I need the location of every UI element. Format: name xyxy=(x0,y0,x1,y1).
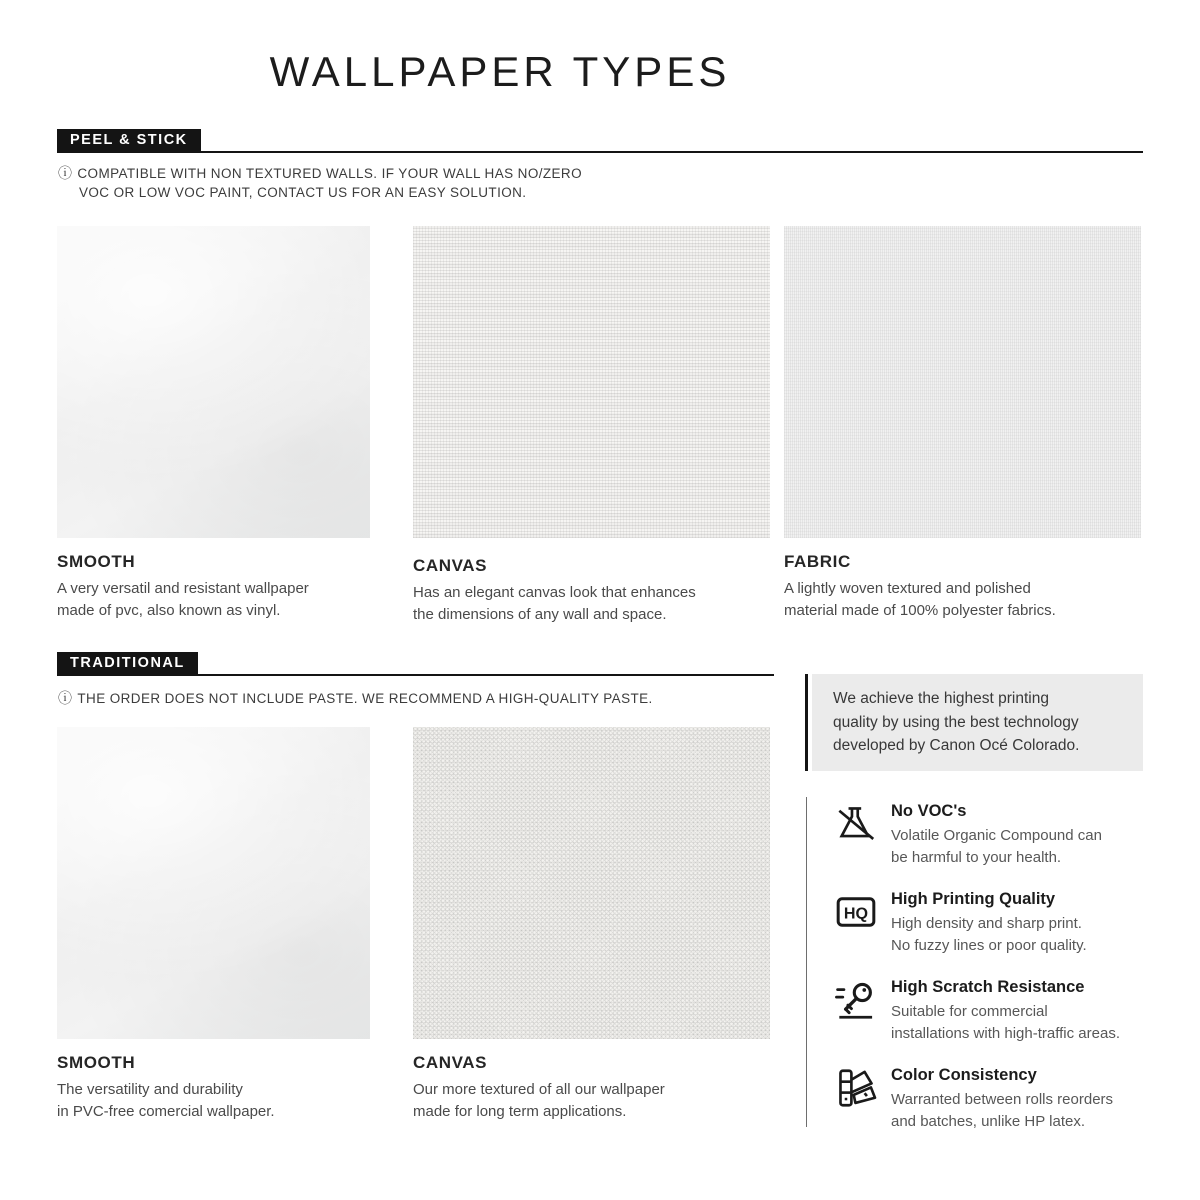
quote-accent-bar xyxy=(805,674,808,771)
feature-title: Color Consistency xyxy=(891,1066,1037,1084)
feature-description: Warranted between rolls reorders and batches, unlike HP latex. xyxy=(891,1091,1114,1130)
feature-description: High density and sharp print. No fuzzy lines or poor quality. xyxy=(891,915,1087,954)
note-line: COMPATIBLE WITH NON TEXTURED WALLS. IF YOUR WALL HAS NO/ZERO xyxy=(77,166,582,181)
hq-label: HQ xyxy=(843,904,869,923)
note-line: VOC OR LOW VOC PAINT, CONTACT US FOR AN EASY SOLUTION. xyxy=(79,184,527,200)
swatch-card-peel-fabric xyxy=(784,226,1141,622)
fabric-texture-sample xyxy=(784,226,1141,538)
feature-title: High Scratch Resistance xyxy=(891,978,1085,996)
key-scratch-icon xyxy=(833,977,879,1023)
peel-stick-note xyxy=(58,164,582,202)
section-label-peel-stick: PEEL & STICK xyxy=(57,129,201,153)
page-title: WALLPAPER TYPES xyxy=(269,48,731,95)
swatch-description: Has an elegant canvas look that enhances the dimensions of any wall and space. xyxy=(413,584,696,623)
swatch-description: A lightly woven textured and polished material made of 100% polyester fabrics. xyxy=(784,580,1056,619)
traditional-note xyxy=(58,689,653,709)
swatch-title: SMOOTH xyxy=(57,1053,136,1072)
smooth-texture-sample xyxy=(57,727,370,1039)
swatch-card-traditional-canvas xyxy=(413,727,770,1123)
swatch-card-traditional-smooth xyxy=(57,727,370,1123)
swatch-title: CANVAS xyxy=(413,556,488,575)
flask-no-voc-icon xyxy=(833,801,879,847)
feature-high-scratch-resistance xyxy=(807,977,1143,1045)
info-icon: ⓘ xyxy=(58,165,73,181)
printing-quality-quote: We achieve the highest printing quality by using the best technology developed by Canon Océ Colorado. xyxy=(812,674,1143,771)
swatch-title: SMOOTH xyxy=(57,552,136,571)
features-list xyxy=(807,795,1143,1153)
swatch-card-peel-canvas xyxy=(413,226,770,626)
swatch-description: The versatility and durability in PVC-free comercial wallpaper. xyxy=(57,1081,275,1120)
feature-title: No VOC's xyxy=(891,802,967,820)
swatch-card-peel-smooth xyxy=(57,226,370,622)
smooth-texture-sample xyxy=(57,226,370,538)
section-label-traditional: TRADITIONAL xyxy=(57,652,198,676)
section-divider-peel-stick xyxy=(57,151,1143,153)
color-swatch-fan-icon xyxy=(833,1065,879,1111)
feature-no-vocs xyxy=(807,801,1143,869)
info-icon: ⓘ xyxy=(58,690,73,706)
canvas-texture-sample xyxy=(413,226,770,538)
swatch-description: Our more textured of all our wallpaper made for long term applications. xyxy=(413,1081,665,1120)
feature-description: Volatile Organic Compound can be harmful to your health. xyxy=(891,827,1102,866)
note-line: THE ORDER DOES NOT INCLUDE PASTE. WE RECOMMEND A HIGH-QUALITY PASTE. xyxy=(77,691,653,706)
swatch-description: A very versatil and resistant wallpaper made of pvc, also known as vinyl. xyxy=(57,580,309,619)
feature-description: Suitable for commercial installations with high-traffic areas. xyxy=(891,1003,1120,1042)
hq-badge-icon xyxy=(833,889,879,935)
swatch-title: FABRIC xyxy=(784,552,851,571)
swatch-title: CANVAS xyxy=(413,1053,488,1072)
feature-color-consistency xyxy=(807,1065,1143,1133)
feature-title: High Printing Quality xyxy=(891,890,1056,908)
feature-high-printing-quality xyxy=(807,889,1143,957)
canvas-texture-sample xyxy=(413,727,770,1039)
